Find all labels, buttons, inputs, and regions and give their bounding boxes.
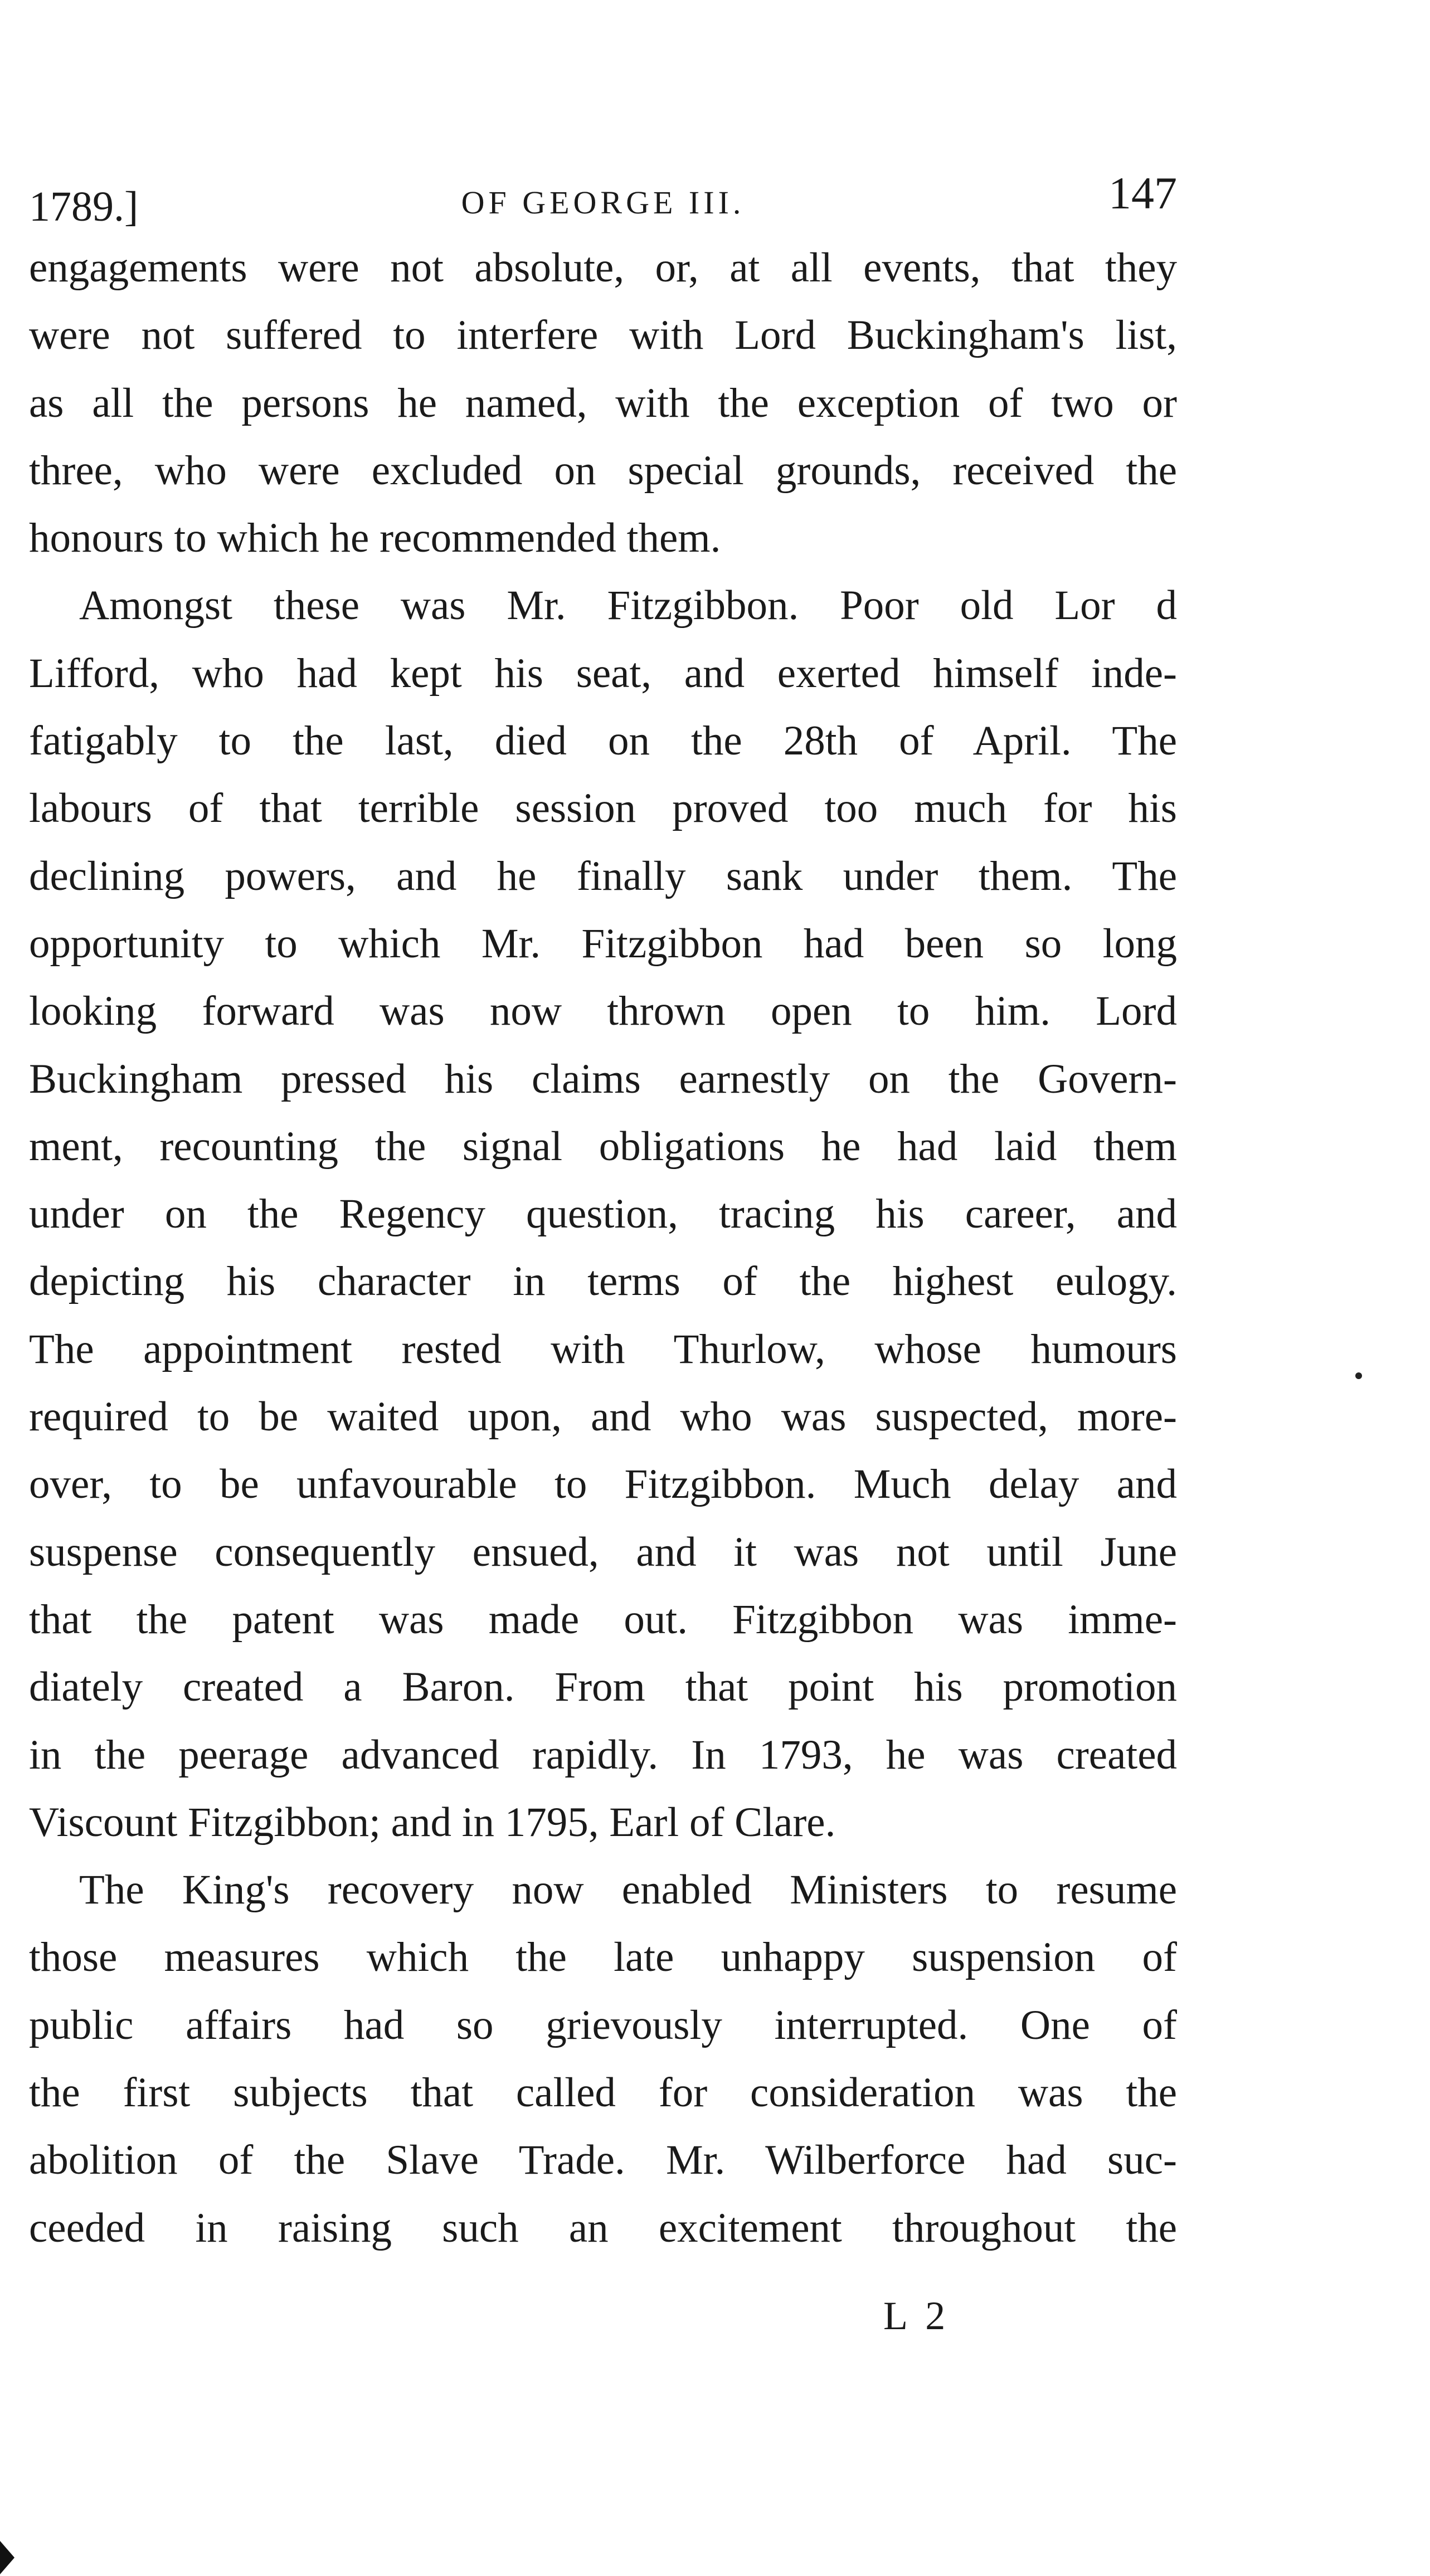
text-line: depicting his character in terms of the highest eulogy.	[29, 1258, 1177, 1305]
text-line: over, to be unfavourable to Fitzgibbon. Much delay and	[29, 1461, 1177, 1508]
body-text	[29, 234, 1177, 2262]
text-line: the first subjects that called for consideration was the	[29, 2069, 1177, 2116]
text-line: The appointment rested with Thurlow, whose humours	[29, 1326, 1177, 1372]
text-line: abolition of the Slave Trade. Mr. Wilberforce had suc-	[29, 2137, 1177, 2184]
book-page	[29, 167, 1177, 2262]
signature-mark: L 2	[883, 2293, 950, 2338]
text-line: in the peerage advanced rapidly. In 1793, he was created	[29, 1731, 1177, 1778]
paragraph-3	[29, 1856, 1177, 2262]
text-line: Amongst these was Mr. Fitzgibbon. Poor old Lor d	[79, 582, 1177, 629]
text-line: under on the Regency question, tracing his career, and	[29, 1191, 1177, 1238]
text-line: The King's recovery now enabled Ministers to resume	[79, 1867, 1177, 1913]
paragraph-1	[29, 234, 1177, 572]
text-line: honours to which he recommended them.	[29, 515, 721, 562]
text-line: suspense consequently ensued, and it was not until June	[29, 1528, 1177, 1575]
text-line: labours of that terrible session proved too much for his	[29, 785, 1177, 832]
running-head-year: 1789.]	[29, 183, 139, 230]
text-line: required to be waited upon, and who was suspected, more-	[29, 1394, 1177, 1440]
page-corner-mark	[0, 2541, 14, 2574]
text-line: as all the persons he named, with the exception of two or	[29, 379, 1177, 426]
paragraph-2	[29, 572, 1177, 1856]
text-line: diately created a Baron. From that point his promotion	[29, 1664, 1177, 1711]
page-number: 147	[1108, 168, 1177, 218]
ink-speck	[1355, 1372, 1362, 1379]
text-line: declining powers, and he finally sank under them. The	[29, 853, 1177, 899]
text-line: public affairs had so grievously interrupted. One of	[29, 2002, 1177, 2048]
text-line: opportunity to which Mr. Fitzgibbon had been so long	[29, 920, 1177, 967]
text-line: those measures which the late unhappy suspension of	[29, 1934, 1177, 1981]
text-line: three, who were excluded on special grounds, received the	[29, 447, 1177, 494]
text-line: Lifford, who had kept his seat, and exerted himself inde-	[29, 650, 1177, 697]
text-line: fatigably to the last, died on the 28th of April. The	[29, 718, 1177, 764]
text-line: looking forward was now thrown open to him. Lord	[29, 988, 1177, 1035]
text-line: engagements were not absolute, or, at all events, that they	[29, 245, 1177, 291]
text-line: Viscount Fitzgibbon; and in 1795, Earl of Clare.	[29, 1799, 836, 1845]
running-head-title: OF GEORGE III.	[461, 184, 745, 221]
running-head	[29, 167, 1177, 234]
text-line: ment, recounting the signal obligations he had laid them	[29, 1123, 1177, 1170]
text-line: that the patent was made out. Fitzgibbon was imme-	[29, 1596, 1177, 1643]
text-line: were not suffered to interfere with Lord Buckingham's list,	[29, 312, 1177, 359]
text-line: ceeded in raising such an excitement throughout the	[29, 2204, 1177, 2251]
text-line: Buckingham pressed his claims earnestly on the Govern-	[29, 1055, 1177, 1102]
